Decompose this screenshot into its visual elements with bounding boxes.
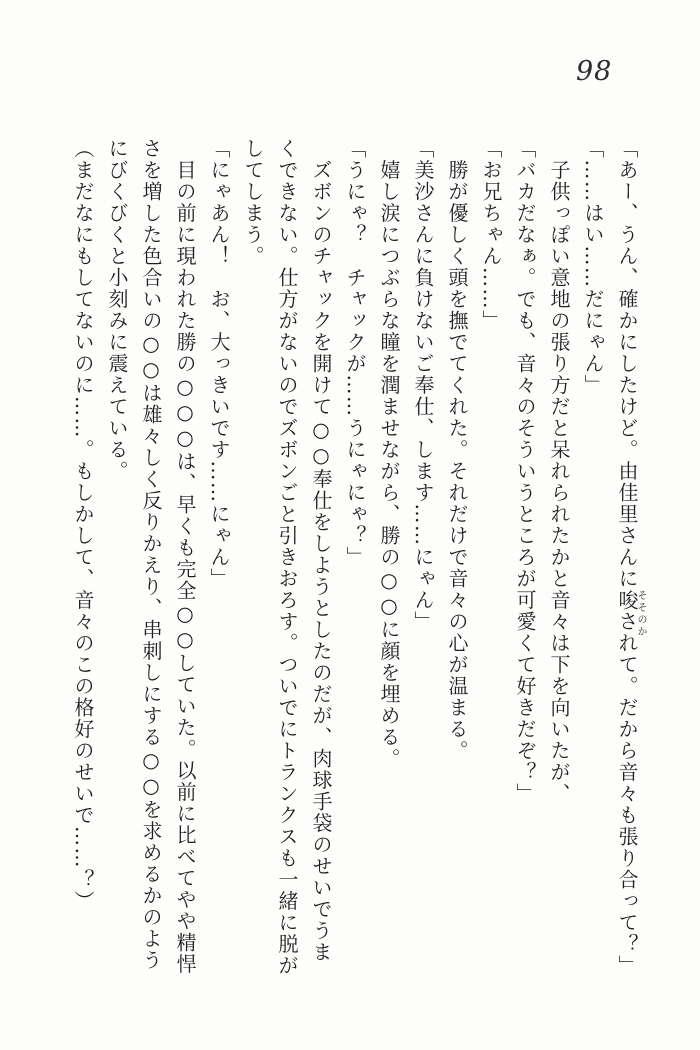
furigana: そそのか bbox=[635, 589, 646, 638]
ruby-annotated-word bbox=[615, 589, 646, 638]
paragraph-narration: 勝が優しく頭を撫でてくれた。それだけで音々の心が温まる。 bbox=[445, 138, 469, 762]
page-text-block bbox=[66, 138, 644, 978]
paragraph-dialogue: 「……はい……だにゃん」 bbox=[581, 138, 605, 396]
page-number: 98 bbox=[576, 56, 613, 87]
paragraph-dialogue: 「バカだなぁ。でも、音々のそういうところが可愛くて好きだぞ？」 bbox=[513, 138, 537, 805]
paragraph-text: 「あー、うん、確かにしたけど。由佳里さんに bbox=[615, 138, 639, 590]
paragraph-text: されて。だから音々も張り合って？」 bbox=[615, 611, 639, 977]
paragraph-dialogue: 「うにゃ？ チャックが……うにゃにゃ？」 bbox=[343, 138, 367, 568]
paragraph-narration: 嬉し涙につぶらな瞳を潤ませながら、勝の○○に顔を埋める。 bbox=[377, 138, 401, 770]
paragraph-narration: ズボンのチャックを開けて○○奉仕をしようとしたのだが、肉球手袋のせいでうまくできない。仕方がないのでズボンごと引きおろす。ついでにトランクスも一緒に脱がしてしまう。 bbox=[241, 138, 333, 977]
paragraph-inner-thought: （まだなにもしてないのに……。もしかして、音々のこの格好のせいで……？） bbox=[71, 138, 95, 912]
paragraph-dialogue: 「お兄ちゃん……」 bbox=[479, 138, 503, 332]
ruby-base: 唆 bbox=[615, 589, 639, 611]
paragraph-narration: 子供っぽい意地の張り方だと呆れられたかと音々は下を向いたが、 bbox=[547, 138, 571, 805]
paragraph-dialogue: 「にゃあん！ お、大っきいです……にゃん」 bbox=[207, 138, 231, 590]
paragraph-narration: 目の前に現われた勝の○○○は、早くも完全○○していた。以前に比べてやや精悍さを増した色合いの○○は雄々しく反りかえり、串刺しにする○○を求めるかのようにびくびくと小刻みに震えている。 bbox=[105, 138, 197, 975]
paragraph-dialogue bbox=[610, 138, 644, 978]
paragraph-dialogue: 「美沙さんに負けないご奉仕、します……にゃん」 bbox=[411, 138, 435, 633]
